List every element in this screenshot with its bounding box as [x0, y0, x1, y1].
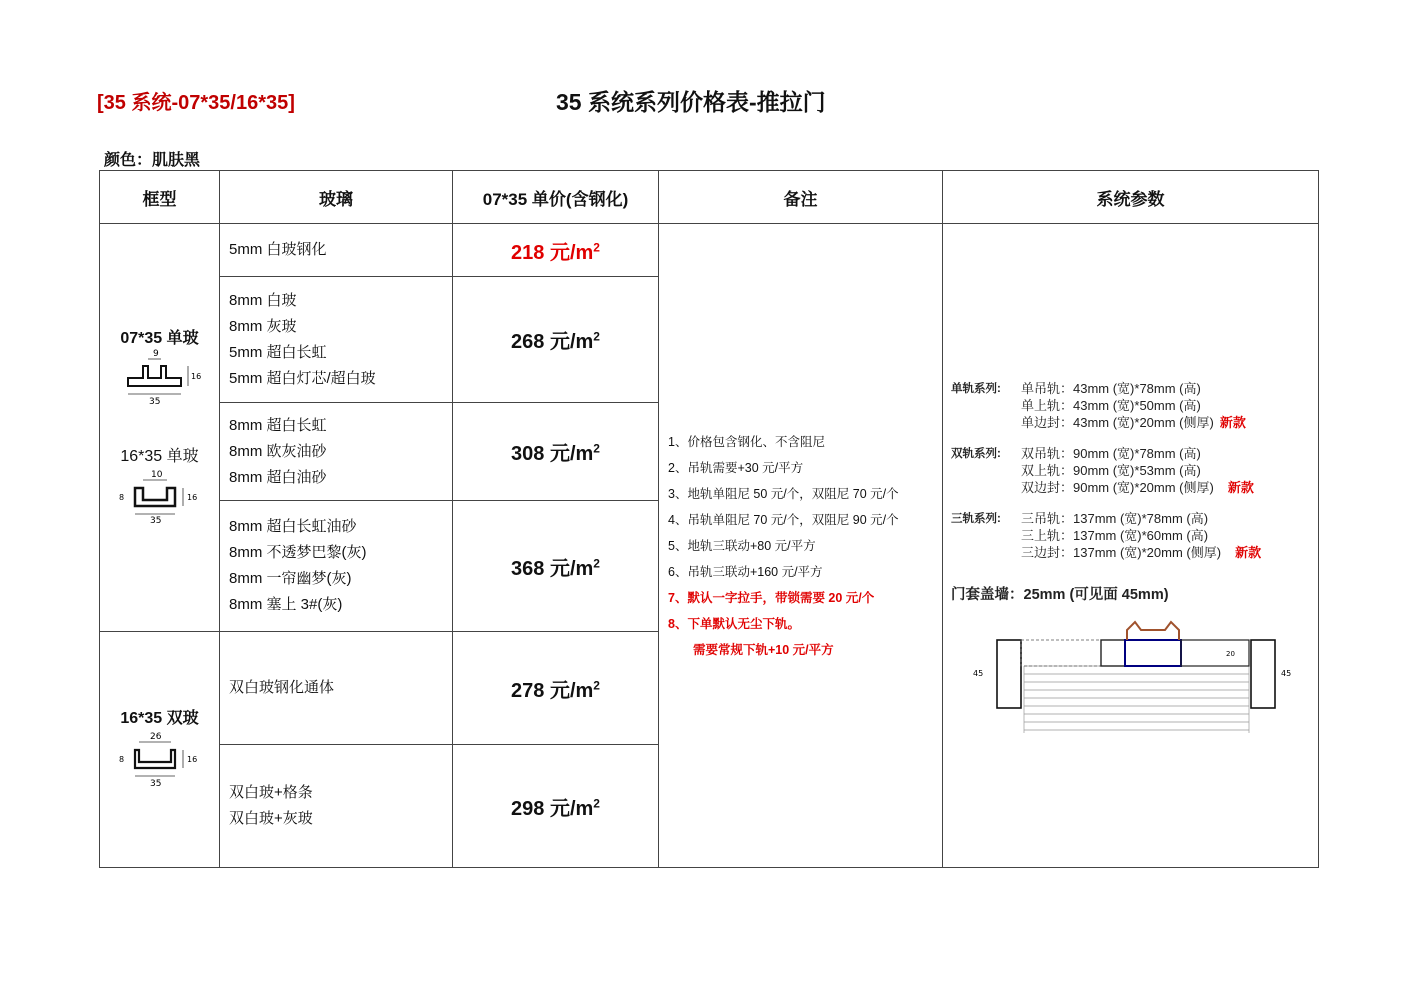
dim-label: 16 — [186, 492, 197, 502]
frame-single-cell — [100, 224, 220, 632]
price-cell: 268 元$/m^2$ — [453, 277, 659, 403]
price-cell: 368 元$/m^2$ — [453, 501, 659, 632]
dim-label: 8 — [118, 492, 124, 502]
frame-double-cell — [100, 632, 220, 868]
dim-label: 16 — [186, 754, 197, 764]
price-cell: 298 元$/m^2$ — [453, 745, 659, 868]
price-cell: 278 元$/m^2$ — [453, 632, 659, 745]
double-rail-group: 双轨系列: 双吊轨：90mm (宽)*78mm (高) 双上轨：90mm (宽)*53mm (高) 双边封：90mm (宽)*20mm (侧厚) 新款 — [951, 446, 1254, 495]
col-glass: 玻璃 — [220, 171, 453, 224]
glass-cell: 8mm 超白长虹 8mm 欧灰油砂 8mm 超白油砂 — [220, 403, 453, 501]
dim-label: 35 — [149, 778, 161, 789]
glass-cell: 5mm 白玻钢化 — [220, 224, 453, 277]
color-label: 颜色：肌肤黑 — [104, 152, 201, 169]
col-price: 07*35 单价(含钢化) — [453, 171, 659, 224]
dim-label: 16 — [190, 371, 201, 381]
notes-cell: 1、价格包含钢化、不含阻尼 2、吊轨需要+30 元/平方 3、地轨单阻尼 50 元/个，双阻尼 70 元/个 4、吊轨单阻尼 70 元/个，双阻尼 90 元/个 5、地轨三联动+80 元/平方 6、吊轨三联动+160 元/平方 7、默认一字拉手，带锁需要 20 元/个 8、下单默认无尘下轨。 需要常规下轨+10 元/平方 — [659, 224, 943, 868]
dim-label: 9 — [152, 348, 159, 359]
new-badge: 新款 — [1227, 480, 1254, 495]
dim-label: 35 — [149, 515, 161, 526]
dim-label: 10 — [150, 469, 162, 480]
profile-07-35-diagram — [115, 348, 205, 408]
frame-label: 16*35 双玻 — [120, 709, 199, 727]
frame-label: 16*35 单玻 — [120, 447, 199, 465]
table-row — [100, 224, 1319, 277]
new-badge: 新款 — [1235, 545, 1262, 560]
col-notes: 备注 — [659, 171, 943, 224]
price-cell: 218 元$/m^2$ — [453, 224, 659, 277]
glass-cell: 双白玻+格条 双白玻+灰玻 — [220, 745, 453, 868]
glass-cell: 8mm 超白长虹油砂 8mm 不透梦巴黎(灰) 8mm 一帘幽梦(灰) 8mm 塞上 3#(灰) — [220, 501, 453, 632]
price-cell: 308 元$/m^2$ — [453, 403, 659, 501]
dim-label: 26 — [149, 731, 161, 742]
single-rail-group: 单轨系列: 单吊轨：43mm (宽)*78mm (高) 单上轨：43mm (宽)*50mm (高) 单边封：43mm (宽)*20mm (侧厚) 新款 — [951, 381, 1246, 430]
door-frame-diagram — [959, 618, 1299, 738]
series-subtitle: [35 系统-07*35/16*35] — [97, 92, 295, 114]
door-cover-spec: 门套盖墙：25mm (可见面 45mm) — [951, 587, 1169, 603]
col-frame: 框型 — [100, 171, 220, 224]
page-title: 35 系统系列价格表-推拉门 — [556, 89, 826, 115]
col-params: 系统参数 — [943, 171, 1319, 224]
glass-cell: 8mm 白玻 8mm 灰玻 5mm 超白长虹 5mm 超白灯芯/超白玻 — [220, 277, 453, 403]
price-table — [99, 170, 1319, 868]
dim-label: 45 — [1281, 669, 1292, 678]
dim-label: 45 — [973, 669, 984, 678]
dim-label: 35 — [148, 396, 160, 407]
params-cell — [943, 224, 1319, 868]
profile-16-35-diagram — [115, 466, 205, 526]
frame-label: 07*35 单玻 — [120, 329, 199, 347]
new-badge: 新款 — [1219, 415, 1246, 430]
dim-label: 8 — [118, 754, 124, 764]
header-row — [100, 171, 1319, 224]
dim-label: 20 — [1226, 650, 1235, 658]
profile-double-glass-diagram — [115, 728, 205, 790]
triple-rail-group: 三轨系列: 三吊轨：137mm (宽)*78mm (高) 三上轨：137mm (宽)*60mm (高) 三边封：137mm (宽)*20mm (侧厚) 新款 — [951, 511, 1262, 560]
glass-cell: 双白玻钢化通体 — [220, 632, 453, 745]
